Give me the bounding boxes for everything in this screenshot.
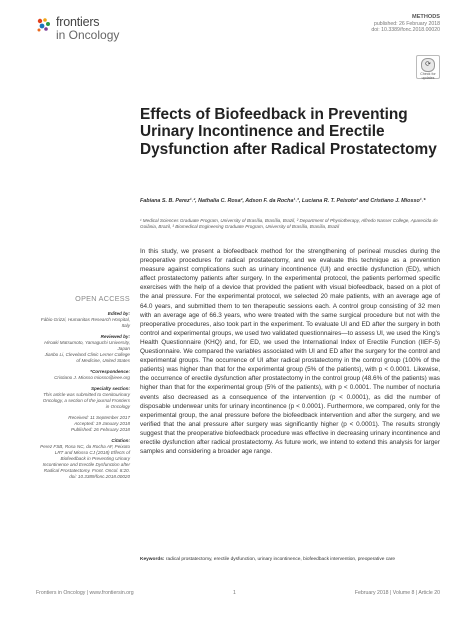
sidebar [40,296,130,480]
affiliation-line: ¹ Medical Sciences Graduate Program, University of Brasília, Brasília, Brazil, ² Department of Physiotherapy, Alfredo Nasser College, Aparecida de Goiânia, Brazil, ³ Biomedical Engineering Graduate Program, University of Brasília, Brasília, Brazil [140,218,438,229]
reviewer: Hiroaki Matsumoto, Yamaguchi University, Japan [44,340,130,351]
edited-by-label: Edited by: [107,311,130,316]
keywords-label: Keywords: [140,557,165,562]
frontiers-logo-icon [36,17,52,33]
published-date-sidebar: Published: 26 February 2018 [71,427,130,432]
article-meta [280,14,440,34]
journal-logo[interactable] [36,15,156,47]
keywords [140,557,440,563]
doi[interactable]: doi: 10.3389/fonc.2018.00020 [371,27,440,34]
article-title: Effects of Biofeedback in Preventing Urinary Incontinence and Erectile Dysfunction after Radical Prostatectomy [140,106,437,158]
citation: Perez FSB, Rosa NC, da Rocha AF, Peixoto LRT and Miosso CJ (2018) Effects of Biofeedback in Preventing Urinary Incontinence and Erectile Dysfunction after Radical Prostatectomy. Front. Oncol. 8:20. doi: 10.3389/fonc.2018.00020 [40,444,130,479]
specialty-section: This article was submitted to Genitourinary Oncology, a section of the journal Frontiers in Oncology [42,392,130,409]
reviewer: Jianbo Li, Cleveland Clinic Lerner College of Medicine, United States [44,352,130,363]
page-number: 1 [233,590,236,596]
author-list[interactable]: Fabiana S. B. Perez¹˒², Nathalia C. Rosa², Adson F. da Rocha¹˒³, Luciana R. T. Peixoto³ and Cristiano J. Miosso¹˒* [140,198,426,204]
footer-journal[interactable]: Frontiers in Oncology | www.frontiersin.org [36,590,134,596]
accepted-date: Accepted: 19 January 2018 [74,421,130,426]
citation-label: Citation: [111,438,130,443]
specialty-label: Specialty section: [90,386,130,391]
open-access-label: OPEN ACCESS [75,294,130,303]
editor: Fábio Grizzi, Humanitas Research Hospital, Italy [40,317,130,328]
received-date: Received: 11 September 2017 [68,415,130,420]
refresh-icon: ⟳ [421,58,435,72]
check-updates-label: Check for updates [420,72,436,80]
check-updates-button[interactable] [416,55,440,79]
affiliations [140,218,440,230]
correspondence-label: *Correspondence: [90,369,130,374]
published-date: published: 26 February 2018 [373,20,440,27]
abstract: In this study, we present a biofeedback method for the strengthening of perineal muscles during the preoperative procedures for radical prostatectomy, and we evaluate this technique as a prevention measure against complications such as urinary incontinence (UI) and erectile dysfunction (ED), which affect prostatectomy patients after surgery. In the experimental protocol, the patients performed specific exercises with the help of a device that provided the patient with visual biofeedback, based on a plot of the anal pressure. For the experimental protocol, we selected 20 male patients, with an average age of 64.0 years, and submitted them to ten therapeutic sessions each. A control group consisting of 32 men with an average age of 66.3 years, who were treated with the same surgical procedure but not with the preoperative procedures, also took part in the experiment. To evaluate UI and ED after the surgery in both control and experimental groups, we used two validated questionnaires—to assess UI, we used the King's Health Questionnaire (KHQ) and, for ED, we used the International Index of Erectile Function (IIEF-5) Questionnaire. We compared the variables associated with UI and ED after the surgery for the control and experimental groups. The occurrence of UI after radical prostatectomy in the control group (100% of the patients) was higher than that for the experimental group (5% of the patients), with p < 0.0001. Likewise, the occurrence of erectile dysfunction after prostatectomy in the control group (48.6% of the patients) was higher than that for the experimental group (5% of the patients), with p < 0.0001. The number of nocturia events also decreased as a consequence of the intervention (p < 0.0001), as did the number of disposable underwear units for urinary incontinence (p < 0.0001). Furthermore, we compared, only for the experimental group, the anal pressure before the biofeedback intervention and after the surgery, and we verified that the anal pressure after surgery was significantly higher (p < 0.0001). The results strongly suggest that the preoperative biofeedback procedure was effective in decreasing urinary incontinence and erectile dysfunction after radical prostatectomy. As future work, we intend to extend this analysis for larger samples and considering a broader age range. [140,248,440,456]
reviewed-by-label: Reviewed by: [100,334,130,339]
keywords-text: radical prostatectomy, erectile dysfunction, urinary incontinence, biofeedback intervention, preoperative care [165,557,396,562]
article-type: METHODS [412,14,440,20]
correspondence[interactable]: Cristiano J. Miosso miosso@ieee.org [54,375,130,380]
brand-name: frontiers [56,15,100,29]
footer-issue: February 2018 | Volume 8 | Article 20 [354,590,440,596]
journal-name: in Oncology [56,28,120,42]
